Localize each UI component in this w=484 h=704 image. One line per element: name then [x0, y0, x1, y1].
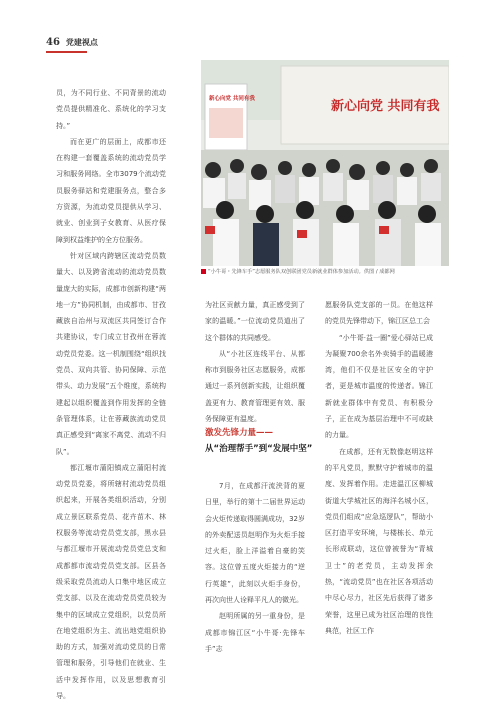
paragraph: 赵明所属的另一重身份，是成都市锦江区“小牛哥·先锋车手”志 — [205, 612, 305, 653]
subheading-line1: 激发先锋力量—— — [205, 428, 274, 438]
column-middle-top — [205, 297, 305, 427]
paragraph: 为社区贡献力量，真正感受到了家的温暖。”一位流动党员道出了这个群体的共同感受。 — [205, 301, 305, 342]
column-right — [325, 297, 433, 639]
column-middle-bottom — [205, 478, 305, 657]
page-header — [46, 37, 98, 48]
paragraph: 而在更广的层面上，成都市还在构建一套覆盖系统的流动党员学习和服务网络。全市3079个流动党员服务驿站和党建服务点，整合多方资源，为流动党员提供从学习、就业、创业到子女教育、从医疗保障到权益维护的全方位服务。 — [56, 137, 166, 244]
photo-caption-text: “小牛哥・先锋车手”志愿服务队双创联团党员新就业群体参加活动。供图 / 成都网 — [208, 269, 395, 275]
paragraph: 都江堰市蒲阳镇成立蒲阳村流动党员党委，将所辖村流动党员组织起来，开展各类组织活动，分别成立景区联系党员、花卉苗木、林权服务等流动党员党支部，黑水县与都江堰市开展流动党员党总支和成都都市流动党员党支部。区县各级采取党员流动人口集中地区成立党支部、以及在流动党员党员较为集中的区域成立党组织，以党员所在地党组织为主、流出地党组织协助的方式，加强对流动党员的日常管理和服务，引导他们在就业、生活中发挥作用，以及思想教育引导。 — [56, 463, 166, 700]
photo-caption — [201, 268, 461, 275]
event-photo — [201, 60, 449, 266]
event-photo-illustration — [201, 60, 449, 266]
section-title: 党建视点 — [65, 38, 98, 47]
page-number: 46 — [46, 37, 60, 48]
paragraph: 在成都，还有无数像赵明这样的平凡党员，默默守护着城市的温度、发挥着作用。走进温江区柳城街道大学城社区的海洋名城小区，党员们组成“应急巡逻队”，帮助小区打造平安环境，与楼栋长、单元长形成联动，这位曾被誉为“青城卫士”的老党员，主动发挥余热，“流动党员”也在社区各项活动中尽心尽力，社区先后获得了诸多荣誉，这里已成为社区治理的良性典范，社区工作 — [325, 447, 433, 635]
caption-marker-icon — [201, 269, 206, 274]
paragraph: “小牛哥·益一圈”爱心驿站已成为凝聚700余名外卖骑手的温暖港湾，他们不仅是社区安全的守护者，更是城市温度的传递者。锦江新就业群体中有党员、有积极分子，正在成为基层治理中不可或缺的力量。 — [325, 333, 433, 440]
paragraph: 从“小社区连线平台、从都称市到服务社区志愿服务，成都通过一系列创新实践，让组织覆盖更有力、教育管理更有效、服务保障更有温度。 — [205, 349, 305, 424]
column-left — [56, 85, 166, 704]
header-rule — [46, 51, 87, 53]
subheading — [205, 426, 320, 454]
backdrop-slogan: 新心向党 共同有我 — [331, 99, 440, 114]
paragraph: 员，为不同行业、不同背景的流动党员提供精准化、系统化的学习支持。” — [56, 89, 166, 130]
subheading-line2: 从“治理帮手”到“发展中坚” — [205, 444, 313, 454]
paragraph: 愿服务队党支部的一员。在他这样的党员先锋带动下，锦江区总工会 — [325, 301, 433, 326]
paragraph: 7月，在成都汗流浃背的夏日里，举行的第十二届世界运动会火炬传递取得圆满成功，32岁的外卖配送员赵明作为火炬手接过火炬，脸上洋溢着自豪的笑容。这位曾五度火炬接力的“逆行英雄”，此刻以火炬手身份，再次向世人诠释平凡人的微光。 — [205, 482, 305, 605]
paragraph: 针对区域内跨辖区流动党员数量大、以及跨省流动的流动党员数量庞大的实际，成都市创新构建“两地一方”协同机制，由成都市、甘孜藏族自治州与双流区共同签订合作共建协议，专门成立甘孜州在蓉流动党员党委。这一机制围绕“组织找党员、双向共管、协同保障、示范带头、动力发展”五个维度，系统构建起以组织覆盖到作用发挥的全链条管理体系，让在蓉藏族流动党员真正感受到“离家不离党、流动不归队”。 — [56, 251, 166, 456]
standee-slogan: 新心向党 共同有我 — [209, 96, 255, 102]
